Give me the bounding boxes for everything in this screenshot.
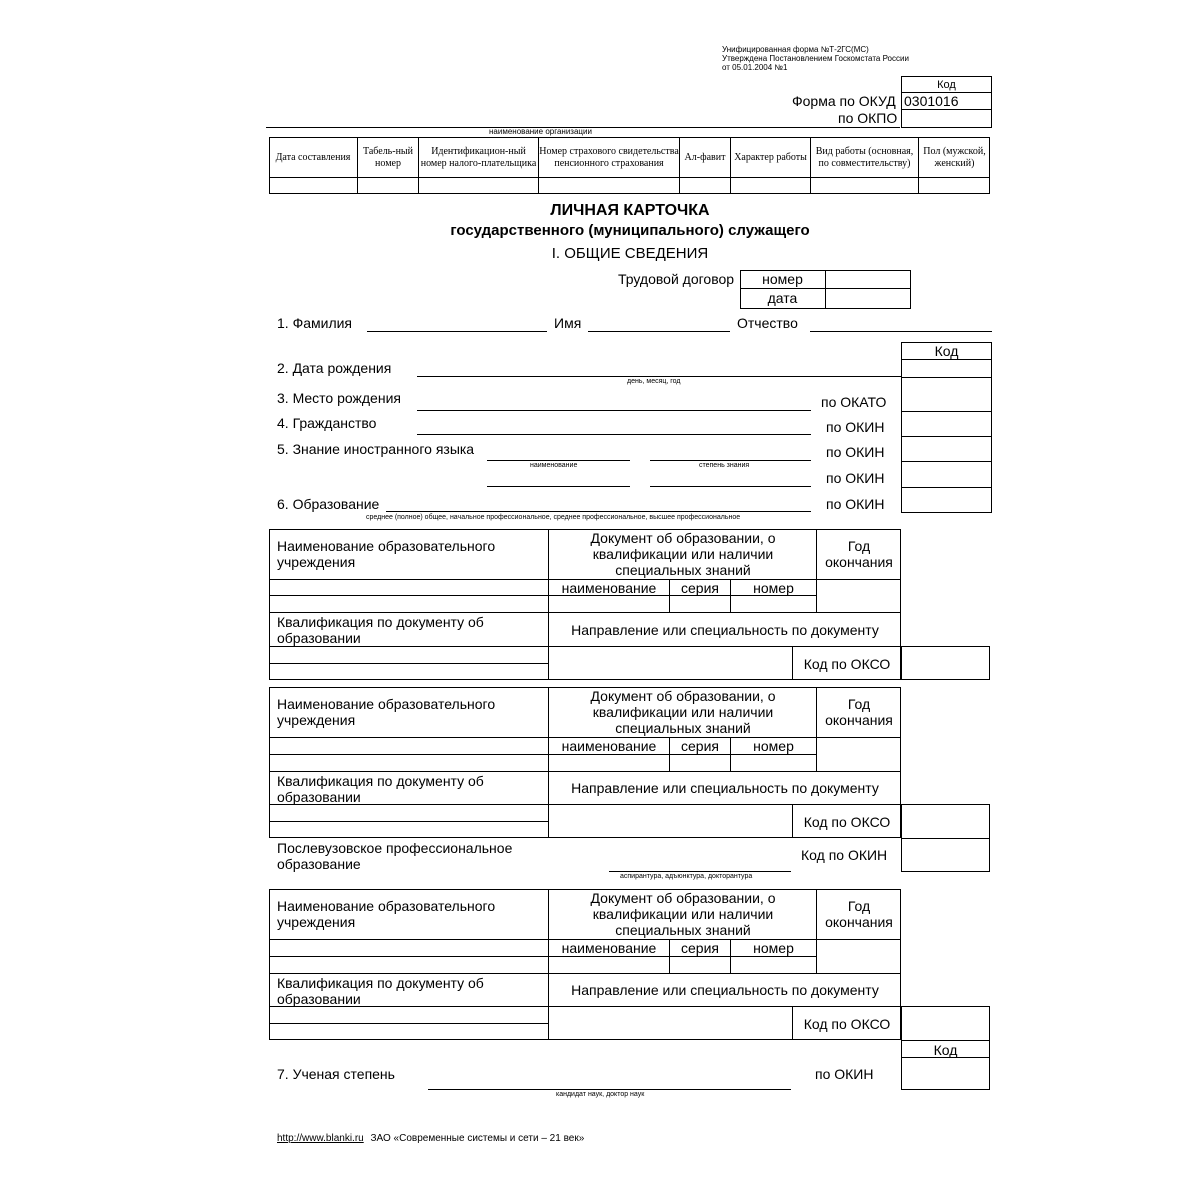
doc-name-label: наименование [561,940,657,956]
education-input[interactable] [386,511,811,512]
qualification-label: Квалификация по документу об образовании [277,773,484,805]
contract-number-input[interactable] [826,271,910,288]
degree-caption: кандидат наук, доктор наук [556,1091,645,1098]
postgrad-input[interactable] [609,871,791,872]
qualification-label: Квалификация по документу об образовании [277,614,484,646]
institution-label: Наименование образовательного учреждения [277,696,496,728]
surname-label: 1. Фамилия [277,315,353,331]
contract-label: Трудовой договор [618,271,735,287]
okso-label: Код по ОКСО [803,813,891,830]
okud-label: Форма по ОКУД [792,93,896,109]
education-label: 6. Образование [277,496,380,512]
degree-label: 7. Ученая степень [277,1066,395,1082]
foreign-language-label: 5. Знание иностранного языка [277,441,475,457]
okin-label-3: по ОКИН [826,470,885,486]
col-work-type: Вид работы (основная, по совместительству) [815,145,914,169]
code-column-header: Код [934,343,959,359]
doc-number-label: номер [753,940,794,956]
doc-series-label: серия [681,940,719,956]
okin-label-2: по ОКИН [826,444,885,460]
language-level-caption: степень знания [699,462,750,469]
postgrad-caption: аспирантура, адъюнктура, докторантура [620,873,753,880]
language-level-input-2[interactable] [650,486,811,487]
qualification-label: Квалификация по документу об образовании [277,975,484,1007]
col-date: Дата составления [275,151,351,163]
institution-label: Наименование образовательного учреждения [277,898,496,930]
col-gender: Пол (мужской, женский) [923,145,986,169]
birth-place-label: 3. Место рождения [277,390,401,406]
degree-input[interactable] [428,1089,791,1090]
okso-label: Код по ОКСО [803,1015,891,1032]
birth-date-label: 2. Дата рождения [277,360,392,376]
form-date-line: от 05.01.2004 №1 [722,63,788,72]
birth-date-caption: день, месяц, год [627,378,681,385]
col-work-nature: Характер работы [734,151,807,163]
footer-company: ЗАО «Современные системы и сети – 21 век» [370,1133,585,1144]
patronymic-label: Отчество [737,315,798,331]
card-subtitle: государственного (муниципального) служащего [450,222,810,239]
contract-number-label: номер [762,271,803,287]
col-inn: Идентификацион-ный номер налого-плательщика [420,145,537,169]
doc-number-label: номер [753,738,794,754]
doc-series-label: серия [681,738,719,754]
doc-name-label: наименование [561,579,657,596]
year-label: Год окончания [825,538,893,570]
okato-label: по ОКАТО [821,394,887,410]
doc-series-label: серия [681,579,719,596]
postgrad-okin-label: Код по ОКИН [801,847,888,863]
education-caption: среднее (полное) общее, начальное профессиональное, среднее профессиональное, высшее профессиональное [366,514,741,521]
document-label: Документ об образовании, о квалификации или наличии специальных знаний [590,688,776,736]
okso-label: Код по ОКСО [803,655,891,672]
language-name-input[interactable] [487,460,630,461]
footer-link[interactable]: http://www.blanki.ru [277,1133,364,1144]
code-header: Код [937,79,956,91]
degree-code-header: Код [933,1042,958,1058]
surname-input[interactable] [367,331,547,332]
contract-date-input[interactable] [826,289,910,308]
okud-value[interactable]: 0301016 [904,93,959,109]
col-tab-number: Табель-ный номер [363,145,413,169]
birth-place-input[interactable] [417,410,811,411]
okin-label-4: по ОКИН [826,496,885,512]
okin-label-1: по ОКИН [826,419,885,435]
col-alphabet: Ал-фавит [684,151,726,163]
degree-okin-label: по ОКИН [815,1066,874,1082]
name-input[interactable] [588,331,730,332]
language-name-caption: наименование [530,462,578,469]
patronymic-input[interactable] [810,331,992,332]
direction-label: Направление или специальность по документу [571,621,879,638]
direction-label: Направление или специальность по документу [571,780,879,796]
org-name-caption: наименование организации [489,127,592,136]
language-name-input-2[interactable] [487,486,630,487]
year-label: Год окончания [825,696,893,728]
card-title: ЛИЧНАЯ КАРТОЧКА [550,202,710,219]
okpo-label: по ОКПО [838,110,898,126]
year-label: Год окончания [825,898,893,930]
col-snils: Номер страхового свидетельства пенсионного страхования [539,145,679,169]
document-label: Документ об образовании, о квалификации или наличии специальных знаний [590,530,776,578]
doc-name-label: наименование [561,738,657,754]
name-label: Имя [554,315,582,331]
language-level-input[interactable] [650,460,811,461]
doc-number-label: номер [753,579,794,596]
institution-label: Наименование образовательного учреждения [277,538,496,570]
direction-label: Направление или специальность по документу [571,982,879,998]
contract-date-label: дата [767,290,798,306]
section-title: I. ОБЩИЕ СВЕДЕНИЯ [551,245,709,262]
form-approval-line: Утверждена Постановлением Госкомстата России [722,54,909,63]
document-label: Документ об образовании, о квалификации или наличии специальных знаний [590,890,776,938]
okso-code-input-1[interactable] [901,646,990,680]
citizenship-label: 4. Гражданство [277,415,377,431]
form-number-line: Унифицированная форма №Т-2ГС(МС) [722,45,869,54]
birth-date-input[interactable] [417,376,901,377]
citizenship-input[interactable] [417,434,811,435]
postgrad-label: Послевузовское профессиональное образование [277,840,513,872]
